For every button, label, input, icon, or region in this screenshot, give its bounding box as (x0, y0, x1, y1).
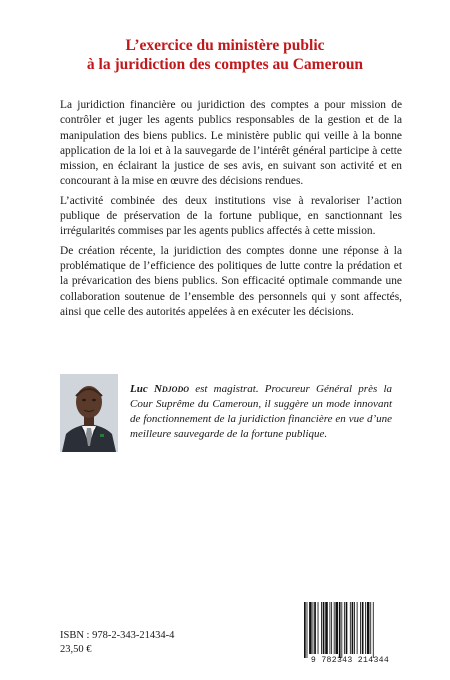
barcode-digits: 9 782343 214344 (310, 656, 390, 665)
author-name: Luc Ndjodo (130, 383, 190, 395)
summary-paragraph-3: De création récente, la juridiction des comptes donne une réponse à la problématique de l’efficience des politiques de lutte contre la prédation et la prévarication des biens publics. Son efficacité optimale commande une collaboration soutenue de l’ensemble des personnels qui y sont affectés, ainsi que celle des autorités appelées à en exécuter les décisions. (60, 244, 402, 318)
author-bio (130, 382, 392, 442)
price: 23,50 € (60, 644, 92, 655)
summary-paragraph-1: La juridiction financière ou juridiction des comptes a pour mission de contrôler et juger les agents publics responsables de la gestion et de la manipulation des biens publics. Le ministère public qui veille à la bonne application de la loi et à la sauvegarde de l’intérêt général participe à cette mission, en éclairant la justice de ses avis, en suivant son activité et en concourant à la mise en œuvre des décisions rendues. (60, 99, 402, 188)
isbn-number: ISBN : 978-2-343-21434-4 (60, 630, 175, 641)
author-bio-text: est magistrat. Procureur Général près la Cour Suprême du Cameroun, il suggère un mode innovant de fonctionnement de la juridiction financière en vue d’une meilleure sauvegarde de la fortune publique. (130, 383, 392, 440)
author-portrait-icon (60, 374, 118, 452)
title-line-2: à la juridiction des comptes au Cameroun (86, 56, 364, 73)
book-title (0, 36, 450, 74)
author-photo (60, 374, 118, 452)
summary-text (60, 98, 402, 324)
author-section (60, 374, 390, 454)
isbn-block (60, 629, 174, 657)
title-line-1: L’exercice du ministère public (125, 37, 325, 54)
summary-paragraph-2: L’activité combinée des deux institutions vise à revaloriser l’action publique de préservation de la fortune publique, en sanctionnant les irrégularités commises par les agents publics affectés à cette mission. (60, 194, 402, 238)
